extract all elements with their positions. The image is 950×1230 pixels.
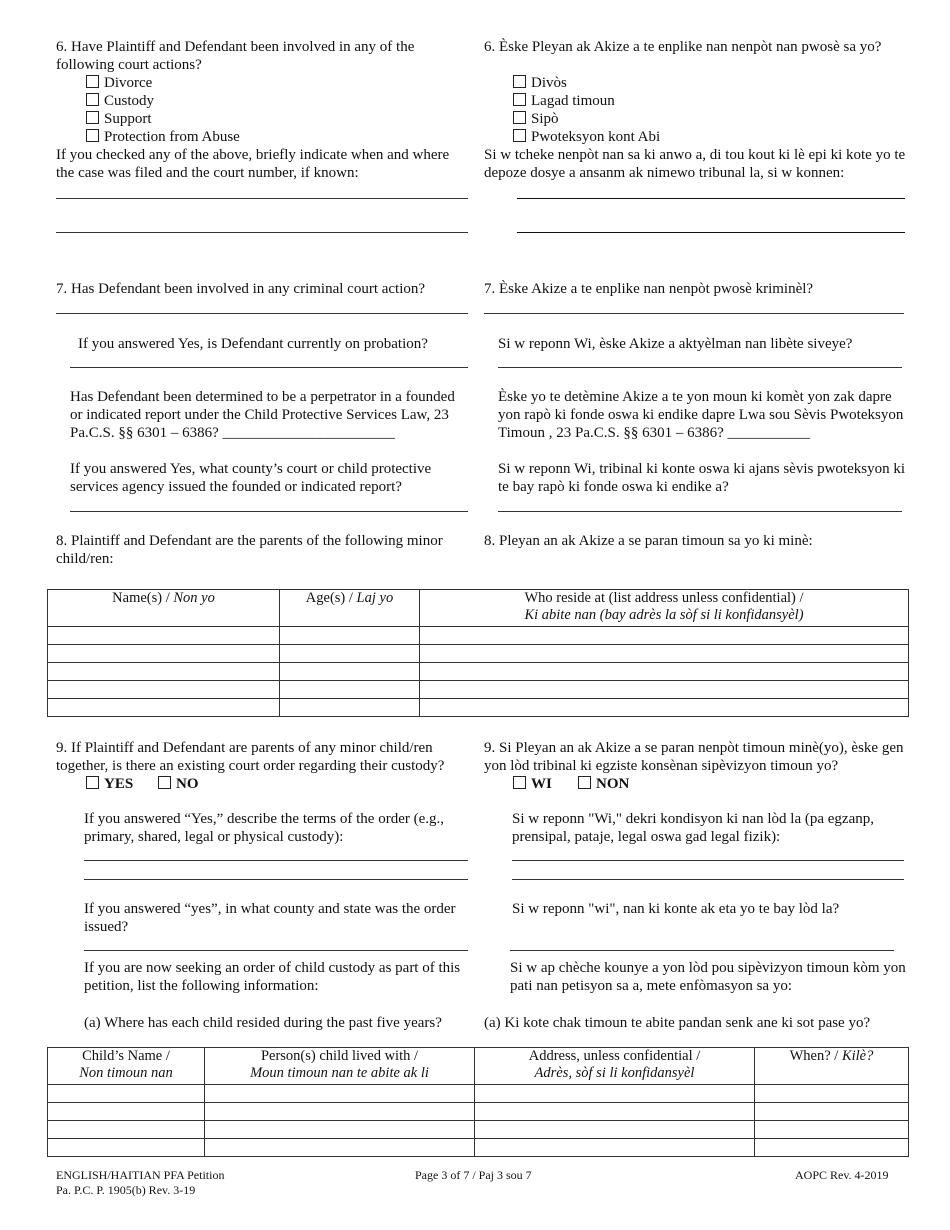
cell-child-name[interactable] [48, 1121, 205, 1139]
cell-age[interactable] [280, 699, 420, 717]
checkbox-no[interactable]: NO [158, 775, 199, 793]
cell-when[interactable] [755, 1085, 909, 1103]
cell-child-name[interactable] [48, 1139, 205, 1157]
q8-label-ht: 8. Pleyan an ak Akize a se paran timoun sa yo ki minè: [484, 533, 813, 549]
cell-lived-with[interactable] [205, 1103, 475, 1121]
answer-line[interactable] [484, 313, 904, 314]
table-row [48, 1121, 909, 1139]
q9-where-en: If you answered “yes”, in what county and state was the order issued? [84, 901, 456, 935]
cell-age[interactable] [280, 663, 420, 681]
cell-address[interactable] [420, 627, 909, 645]
answer-line[interactable] [84, 879, 468, 880]
footer-page-number: Page 3 of 7 / Paj 3 sou 7 [415, 1168, 532, 1182]
checkbox-icon [158, 776, 171, 789]
footer-revision: AOPC Rev. 4-2019 [795, 1168, 889, 1182]
table-header-row [48, 590, 909, 627]
cell-address[interactable] [420, 645, 909, 663]
cell-lived-with[interactable] [205, 1085, 475, 1103]
answer-line[interactable] [517, 232, 905, 233]
answer-line[interactable] [56, 232, 468, 233]
answer-line[interactable] [510, 950, 894, 951]
cell-name[interactable] [48, 699, 280, 717]
q9-seeking-ht: Si w ap chèche kounye a yon lòd pou sipèvizyon timoun kòm yon pati nan petisyon sa a, mete enfòmasyon sa yo: [510, 960, 906, 994]
q6-followup-en: If you checked any of the above, briefly indicate when and where the case was filed and the court number, if known: [56, 147, 450, 181]
cell-address[interactable] [420, 699, 909, 717]
table-row [48, 681, 909, 699]
q8-label-en: 8. Plaintiff and Defendant are the parents of the following minor child/ren: [56, 533, 443, 567]
cell-name[interactable] [48, 645, 280, 663]
checkbox-icon [86, 111, 99, 124]
q7-probation-ht: Si w reponn Wi, èske Akize a aktyèlman nan libète siveye? [498, 336, 853, 352]
q7-county-en: If you answered Yes, what county’s court or child protective services agency issued the founded or indicated report? [70, 461, 432, 495]
checkbox-icon [86, 129, 99, 142]
answer-line[interactable] [512, 860, 904, 861]
cell-child-name[interactable] [48, 1085, 205, 1103]
q9-a-ht: (a) Ki kote chak timoun te abite pandan senk ane ki sot pase yo? [484, 1015, 871, 1031]
q9-a-en: (a) Where has each child resided during the past five years? [84, 1015, 442, 1031]
answer-line[interactable] [84, 860, 468, 861]
answer-line[interactable] [84, 950, 468, 951]
q6-followup-ht: Si w tcheke nenpòt nan sa ki anwo a, di tou kout ki lè epi ki kote yo te depoze dosye a ansanm ak nimewo tribunal la, si w konnen: [484, 147, 906, 181]
table-row [48, 1103, 909, 1121]
checkbox-divos[interactable]: Divòs [513, 74, 567, 92]
table-row [48, 699, 909, 717]
table-row [48, 663, 909, 681]
q9-seeking-en: If you are now seeking an order of child custody as part of this petition, list the following information: [84, 960, 461, 994]
column-header-age: Age(s) / Laj yo [280, 590, 420, 627]
checkbox-non[interactable]: NON [578, 775, 629, 793]
cell-address[interactable] [420, 681, 909, 699]
q6-label-en: 6. Have Plaintiff and Defendant been involved in any of the following court actions? [56, 39, 415, 73]
checkbox-icon [578, 776, 591, 789]
q7-probation-en: If you answered Yes, is Defendant currently on probation? [78, 336, 428, 352]
checkbox-wi[interactable]: WI [513, 775, 552, 793]
answer-line[interactable] [70, 367, 468, 368]
cell-lived-with[interactable] [205, 1139, 475, 1157]
checkbox-icon [86, 93, 99, 106]
footer-rule: Pa. P.C. P. 1905(b) Rev. 3-19 [56, 1183, 196, 1197]
checkbox-icon [513, 93, 526, 106]
checkbox-protection-from-abuse[interactable]: Protection from Abuse [86, 128, 240, 146]
column-header-when: When? / Kilè? [755, 1048, 909, 1085]
checkbox-icon [513, 75, 526, 88]
checkbox-yes[interactable]: YES [86, 775, 133, 793]
q9-label-ht: 9. Si Pleyan an ak Akize a se paran nenpòt timoun minè(yo), èske gen yon lòd tribinal ki egziste konsènan sipèvizyon timoun yo? [484, 740, 904, 774]
children-table [47, 589, 909, 717]
q7-label-ht: 7. Èske Akize a te enplike nan nenpòt pwosè kriminèl? [484, 281, 814, 297]
cell-when[interactable] [755, 1139, 909, 1157]
checkbox-icon [513, 111, 526, 124]
cell-when[interactable] [755, 1103, 909, 1121]
q6-label-ht: 6. Èske Pleyan ak Akize a te enplike nan nenpòt nan pwosè sa yo? [484, 39, 882, 55]
checkbox-pwoteksyon-kont-abi[interactable]: Pwoteksyon kont Abi [513, 128, 660, 146]
answer-line[interactable] [517, 198, 905, 199]
cell-lived-with[interactable] [205, 1121, 475, 1139]
checkbox-icon [86, 75, 99, 88]
answer-line[interactable] [56, 313, 468, 314]
q9-terms-ht: Si w reponn "Wi," dekri kondisyon ki nan lòd la (pa egzanp, prensipal, pataje, legal oswa gad legal fizik): [512, 811, 874, 845]
cell-address[interactable] [475, 1121, 755, 1139]
checkbox-divorce[interactable]: Divorce [86, 74, 152, 92]
checkbox-support[interactable]: Support [86, 110, 152, 128]
answer-line[interactable] [70, 511, 468, 512]
column-header-address: Who reside at (list address unless confidential) / Ki abite nan (bay adrès la sòf si li konfidansyèl) [420, 590, 909, 627]
checkbox-custody[interactable]: Custody [86, 92, 154, 110]
cell-address[interactable] [420, 663, 909, 681]
column-header-name: Name(s) / Non yo [48, 590, 280, 627]
table-row [48, 1085, 909, 1103]
cell-address[interactable] [475, 1085, 755, 1103]
column-header-lived-with: Person(s) child lived with / Moun timoun nan te abite ak li [205, 1048, 475, 1085]
table-header-row [48, 1048, 909, 1085]
q9-where-ht: Si w reponn "wi", nan ki konte ak eta yo te bay lòd la? [512, 901, 840, 917]
answer-line[interactable] [498, 511, 902, 512]
footer-form-name: ENGLISH/HAITIAN PFA Petition [56, 1168, 225, 1182]
cell-name[interactable] [48, 681, 280, 699]
answer-line[interactable] [56, 198, 468, 199]
cell-age[interactable] [280, 645, 420, 663]
q7-county-ht: Si w reponn Wi, tribinal ki konte oswa ki ajans sèvis pwoteksyon ki te bay rapò ki fonde oswa ki endike a? [498, 461, 905, 495]
checkbox-icon [86, 776, 99, 789]
cell-age[interactable] [280, 627, 420, 645]
cell-address[interactable] [475, 1139, 755, 1157]
q7-perpetrator-en: Has Defendant been determined to be a perpetrator in a founded or indicated report under the Child Protective Services Law, 23 Pa.C.S. §§ 6301 – 6386? _______________________ [70, 389, 455, 441]
column-header-address: Address, unless confidential / Adrès, sòf si li konfidansyèl [475, 1048, 755, 1085]
checkbox-icon [513, 776, 526, 789]
answer-line[interactable] [512, 879, 904, 880]
table-row [48, 645, 909, 663]
cell-age[interactable] [280, 681, 420, 699]
cell-name[interactable] [48, 627, 280, 645]
table-row [48, 627, 909, 645]
q7-perpetrator-ht: Èske yo te detèmine Akize a te yon moun ki komèt yon zak dapre yon rapò ki fonde oswa ki endike dapre Lwa sou Sèvis Pwoteksyon Timoun , 23 Pa.C.S. §§ 6301 – 6386? ___________ [498, 389, 904, 441]
table-row [48, 1139, 909, 1157]
q7-label-en: 7. Has Defendant been involved in any criminal court action? [56, 281, 426, 297]
q9-label-en: 9. If Plaintiff and Defendant are parents of any minor child/ren together, is there an existing court order regarding their custody? [56, 740, 445, 774]
cell-child-name[interactable] [48, 1103, 205, 1121]
answer-line[interactable] [498, 367, 902, 368]
cell-name[interactable] [48, 663, 280, 681]
cell-when[interactable] [755, 1121, 909, 1139]
checkbox-icon [513, 129, 526, 142]
q9-terms-en: If you answered “Yes,” describe the terms of the order (e.g., primary, shared, legal or physical custody): [84, 811, 445, 845]
residence-table [47, 1047, 909, 1157]
checkbox-sipo[interactable]: Sipò [513, 110, 559, 128]
cell-address[interactable] [475, 1103, 755, 1121]
checkbox-lagad-timoun[interactable]: Lagad timoun [513, 92, 615, 110]
column-header-child-name: Child’s Name / Non timoun nan [48, 1048, 205, 1085]
